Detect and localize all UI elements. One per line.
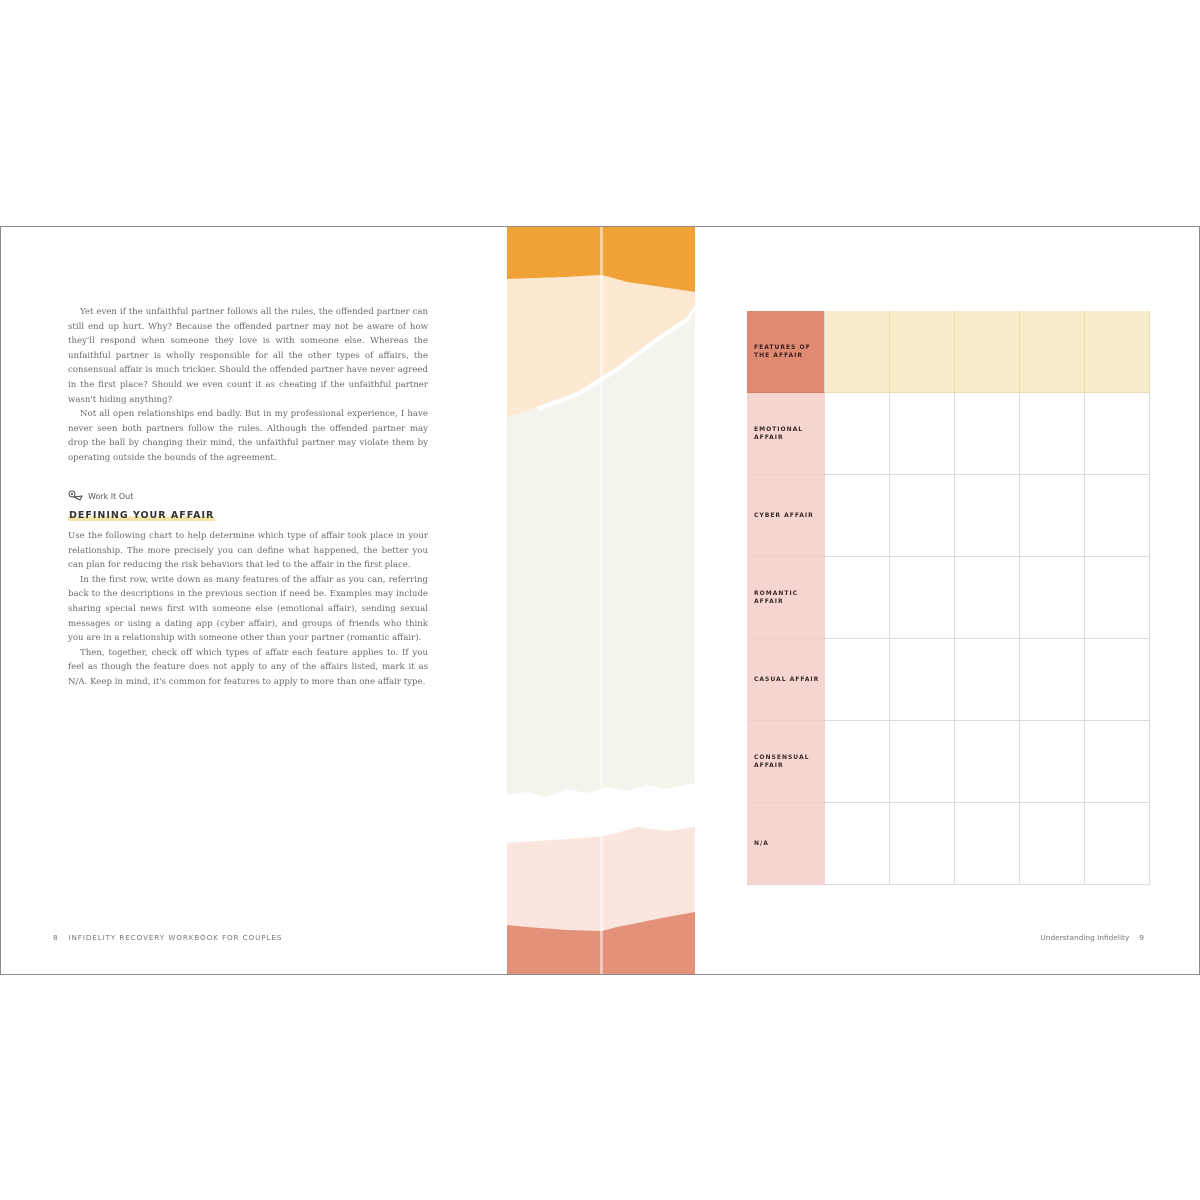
check-cell[interactable] (890, 393, 955, 475)
check-cell[interactable] (1020, 721, 1085, 803)
check-cell[interactable] (1085, 557, 1150, 639)
check-cell[interactable] (825, 721, 890, 803)
row-label-casual: CASUAL AFFAIR (747, 639, 825, 721)
check-cell[interactable] (1020, 557, 1085, 639)
paragraph: Yet even if the unfaithful partner follows all the rules, the offended partner can still end up hurt. Why? Because the offended partner may not be aware of how they'll respond when someone they love is with someone else. Whereas the unfaithful partner is wholly responsible for all the other types of affairs, the consensual affair is much trickier. Should the offended partner have never agreed in the first place? Should we even count it as cheating if the unfaithful partner wasn't hiding anything? (68, 307, 428, 405)
feature-input-cell[interactable] (1085, 311, 1150, 393)
running-title: Understanding Infidelity (1040, 933, 1130, 942)
instructions-text (68, 529, 428, 690)
work-it-out-text: Work It Out (88, 491, 134, 501)
check-cell[interactable] (1020, 393, 1085, 475)
check-cell[interactable] (1085, 475, 1150, 557)
check-cell[interactable] (1020, 803, 1085, 885)
pencil-gear-icon (68, 490, 84, 502)
check-cell[interactable] (1085, 639, 1150, 721)
row-label-romantic: ROMANTIC AFFAIR (747, 557, 825, 639)
check-cell[interactable] (955, 475, 1020, 557)
chart-header-label: FEATURES OF THE AFFAIR (747, 311, 825, 393)
work-it-out-section (68, 489, 428, 522)
right-footer (1040, 933, 1144, 942)
feature-input-cell[interactable] (955, 311, 1020, 393)
paragraph: In the first row, write down as many features of the affair as you can, referring back to the descriptions in the previous section if need be. Examples may include sharing special news first with someone else (emotional affair), sending sexual messages or using a dating app (cyber affair), and groups of friends who think you are in a relationship with someone other than your partner (romantic affair). (68, 574, 428, 644)
check-cell[interactable] (955, 803, 1020, 885)
check-cell[interactable] (1020, 639, 1085, 721)
intro-text (68, 305, 428, 466)
running-title: INFIDELITY RECOVERY WORKBOOK FOR COUPLES (68, 933, 283, 942)
left-page (1, 227, 507, 974)
check-cell[interactable] (955, 557, 1020, 639)
check-cell[interactable] (825, 803, 890, 885)
check-cell[interactable] (825, 557, 890, 639)
abstract-color-bands (507, 227, 695, 975)
page-number: 9 (1139, 933, 1144, 942)
check-cell[interactable] (890, 475, 955, 557)
check-cell[interactable] (825, 475, 890, 557)
feature-input-cell[interactable] (890, 311, 955, 393)
affair-features-chart (747, 311, 1150, 967)
book-spread (0, 226, 1200, 975)
paragraph: Then, together, check off which types of affair each feature applies to. If you feel as though the feature does not apply to any of the affairs listed, mark it as N/A. Keep in mind, it's common for features to apply to more than one affair type. (68, 647, 428, 687)
decorative-gutter-strip (507, 227, 695, 974)
check-cell[interactable] (890, 557, 955, 639)
feature-input-cell[interactable] (1020, 311, 1085, 393)
check-cell[interactable] (825, 393, 890, 475)
check-cell[interactable] (890, 721, 955, 803)
check-cell[interactable] (890, 803, 955, 885)
feature-input-cell[interactable] (825, 311, 890, 393)
check-cell[interactable] (955, 721, 1020, 803)
work-it-out-label (68, 489, 428, 503)
paragraph: Use the following chart to help determine which type of affair took place in your relationship. The more precisely you can define what happened, the better you can plan for reducing the risk behaviors that led to the affair in the first place. (68, 531, 428, 571)
left-footer (53, 933, 282, 942)
page-number: 8 (53, 933, 59, 942)
check-cell[interactable] (1020, 475, 1085, 557)
check-cell[interactable] (1085, 721, 1150, 803)
check-cell[interactable] (890, 639, 955, 721)
check-cell[interactable] (955, 639, 1020, 721)
check-cell[interactable] (1085, 393, 1150, 475)
row-label-emotional: EMOTIONAL AFFAIR (747, 393, 825, 475)
check-cell[interactable] (825, 639, 890, 721)
row-label-cyber: CYBER AFFAIR (747, 475, 825, 557)
paragraph: Not all open relationships end badly. But in my professional experience, I have never seen both partners follow the rules. Although the offended partner may drop the ball by changing their mind, the unfaithful partner may violate them by operating outside the bounds of the agreement. (68, 409, 428, 463)
row-label-consensual: CONSENSUAL AFFAIR (747, 721, 825, 803)
section-title: DEFINING YOUR AFFAIR (69, 510, 215, 521)
check-cell[interactable] (955, 393, 1020, 475)
check-cell[interactable] (1085, 803, 1150, 885)
row-label-na: N/A (747, 803, 825, 885)
